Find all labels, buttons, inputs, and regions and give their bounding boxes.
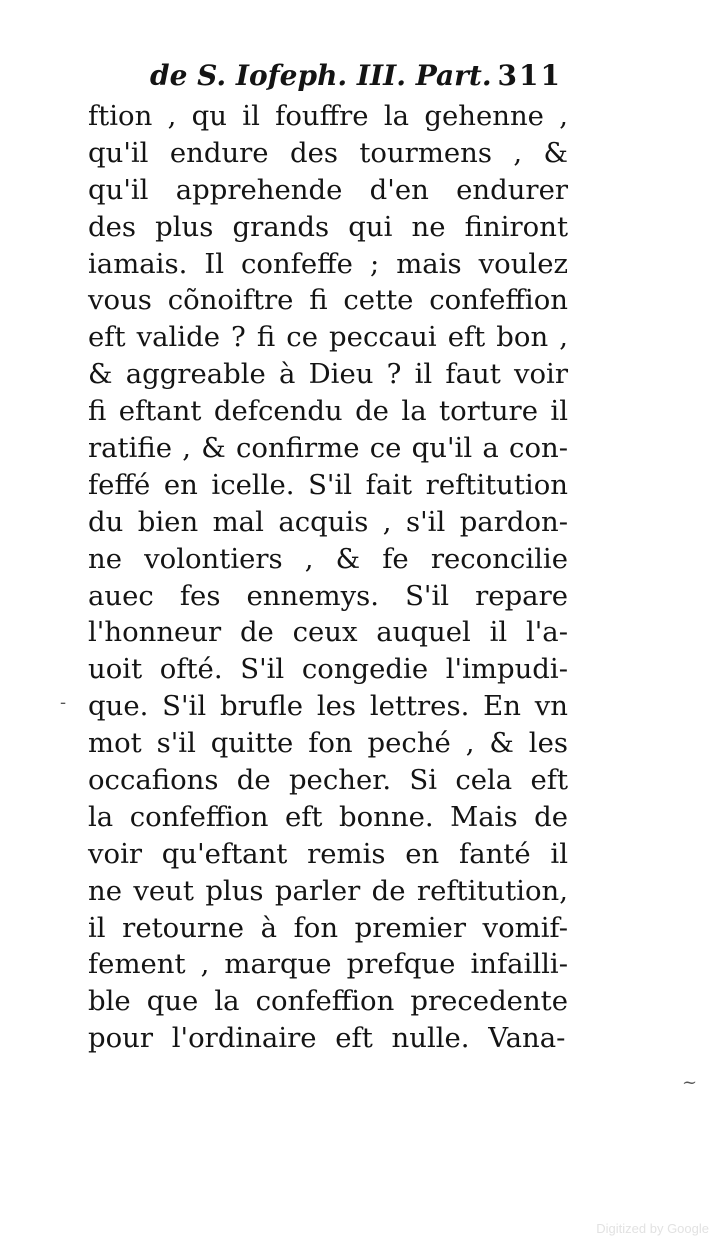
text-line: & aggreable à Dieu ? il faut voir (88, 358, 568, 391)
margin-speck: - (60, 692, 67, 713)
text-line: fement , marque prefque infailli- (88, 948, 568, 981)
text-line: qu'il endure des tourmens , & (88, 136, 568, 169)
running-head (150, 56, 570, 96)
margin-speck: ~ (682, 1072, 698, 1093)
text-line: vous cõnoiftre fi cette confeffion (88, 284, 568, 317)
text-line: ble que la confeffion precedente (88, 985, 568, 1018)
text-line: iamais. Il confeffe ; mais voulez (88, 247, 568, 280)
text-line: il retourne à fon premier vomif- (88, 911, 568, 944)
text-line: voir qu'eftant remis en fanté il (88, 837, 568, 870)
text-line: du bien mal acquis , s'il pardon- (88, 505, 568, 538)
text-line: eft valide ? fi ce peccaui eft bon , (88, 321, 568, 354)
text-line: ne volontiers , & fe reconcilie (88, 542, 568, 575)
text-line: auec fes ennemys. S'il repare (88, 579, 568, 612)
text-line: uoit ofté. S'il congedie l'impudi- (88, 653, 568, 686)
text-line: occafions de pecher. Si cela eft (88, 764, 568, 797)
page-number: 311 (497, 59, 562, 92)
text-line: ratifie , & confirme ce qu'il a con- (88, 432, 568, 465)
text-line: pour l'ordinaire eft nulle. Vana- (88, 1022, 566, 1055)
body-text (88, 98, 568, 1057)
text-line: ne veut plus parler de reftitution, (88, 874, 568, 907)
text-line: fi eftant defcendu de la torture il (88, 395, 568, 428)
text-line: l'honneur de ceux auquel il l'a- (88, 616, 568, 649)
text-line: qu'il apprehende d'en endurer (88, 173, 568, 206)
text-line: des plus grands qui ne finiront (88, 210, 568, 243)
text-line: feffé en icelle. S'il fait reftitution (88, 468, 568, 501)
text-line: que. S'il brufle les lettres. En vn (88, 690, 568, 723)
running-head-title: de S. Iofeph. III. Part. (150, 59, 492, 92)
watermark: Digitized by Google (596, 1221, 709, 1236)
text-line: la confeffion eft bonne. Mais de (88, 800, 568, 833)
text-line: ftion , qu il fouffre la gehenne , (88, 100, 568, 132)
text-line: mot s'il quitte fon peché , & les (88, 727, 568, 760)
